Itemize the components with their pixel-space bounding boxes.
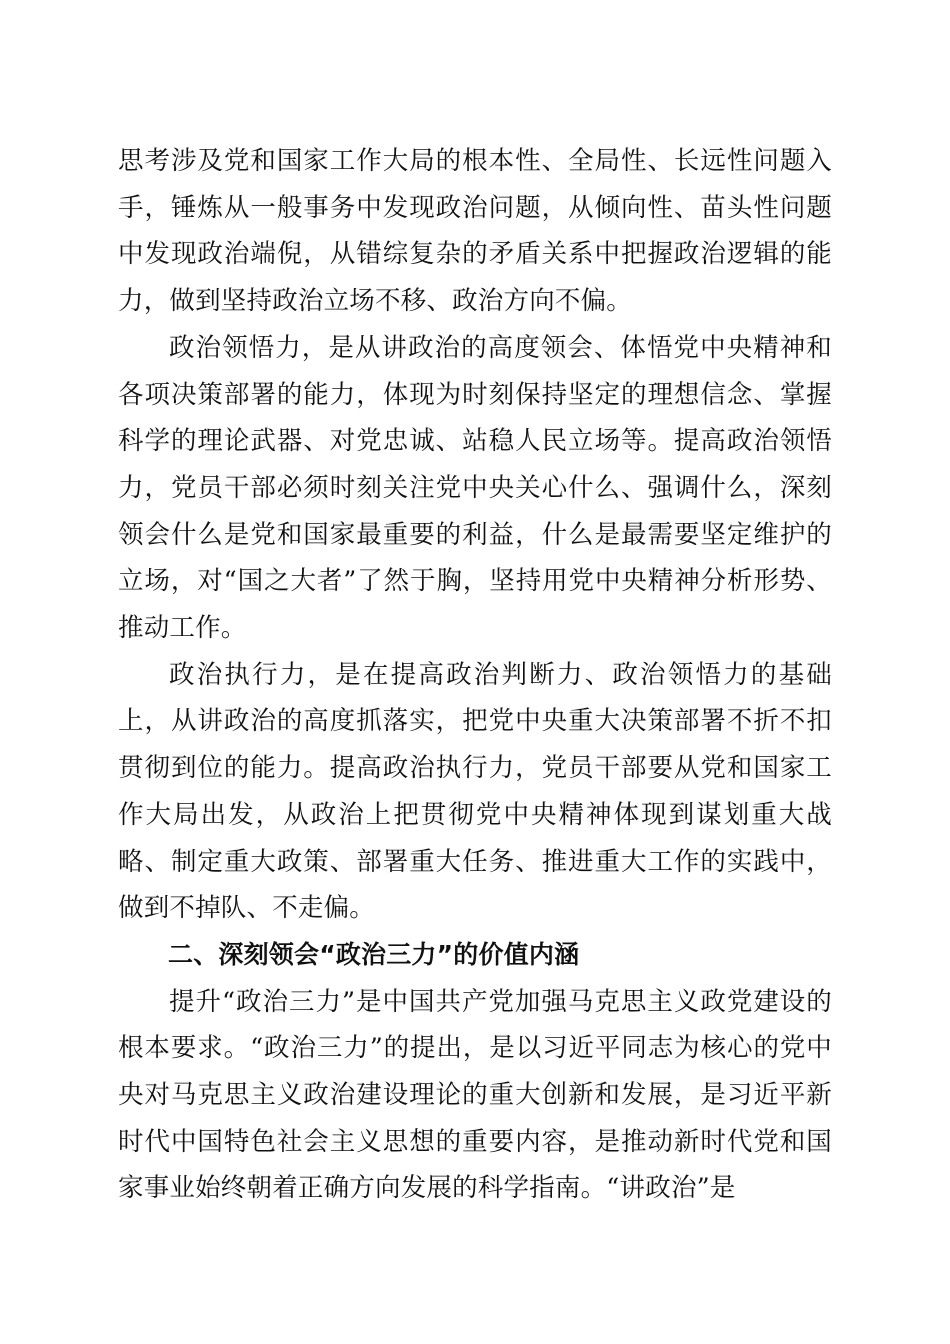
paragraph-continuation: 思考涉及党和国家工作大局的根本性、全局性、长远性问题入手，锤炼从一般事务中发现政治问题，从倾向性、苗头性问题中发现政治端倪，从错综复杂的矛盾关系中把握政治逻辑的能力，做到坚持政治立场不移、政治方向不偏。 (118, 146, 832, 317)
paragraph-political-comprehension: 政治领悟力，是从讲政治的高度领会、体悟党中央精神和各项决策部署的能力，体现为时刻保持坚定的理想信念、掌握科学的理论武器、对党忠诚、站稳人民立场等。提高政治领悟力，党员干部必须时刻关注党中央关心什么、强调什么，深刻领会什么是党和国家最重要的利益，什么是最需要坚定维护的立场，对“国之大者”了然于胸，坚持用党中央精神分析形势、推动工作。 (118, 332, 832, 644)
paragraph-value-connotation: 提升“政治三力”是中国共产党加强马克思主义政党建设的根本要求。“政治三力”的提出，是以习近平同志为核心的党中央对马克思主义政治建设理论的重大创新和发展，是习近平新时代中国特色社会主义思想的重要内容，是推动新时代党和国家事业始终朝着正确方向发展的科学指南。“讲政治”是 (118, 986, 832, 1204)
section-heading: 二、深刻领会“政治三力”的价值内涵 (168, 939, 580, 969)
paragraph-political-execution: 政治执行力，是在提高政治判断力、政治领悟力的基础上，从讲政治的高度抓落实，把党中央重大决策部署不折不扣贯彻到位的能力。提高政治执行力，党员干部要从党和国家工作大局出发，从政治上把贯彻党中央精神体现到谋划重大战略、制定重大政策、部署重大任务、推进重大工作的实践中，做到不掉队、不走偏。 (118, 659, 832, 924)
document-body (118, 138, 832, 1212)
